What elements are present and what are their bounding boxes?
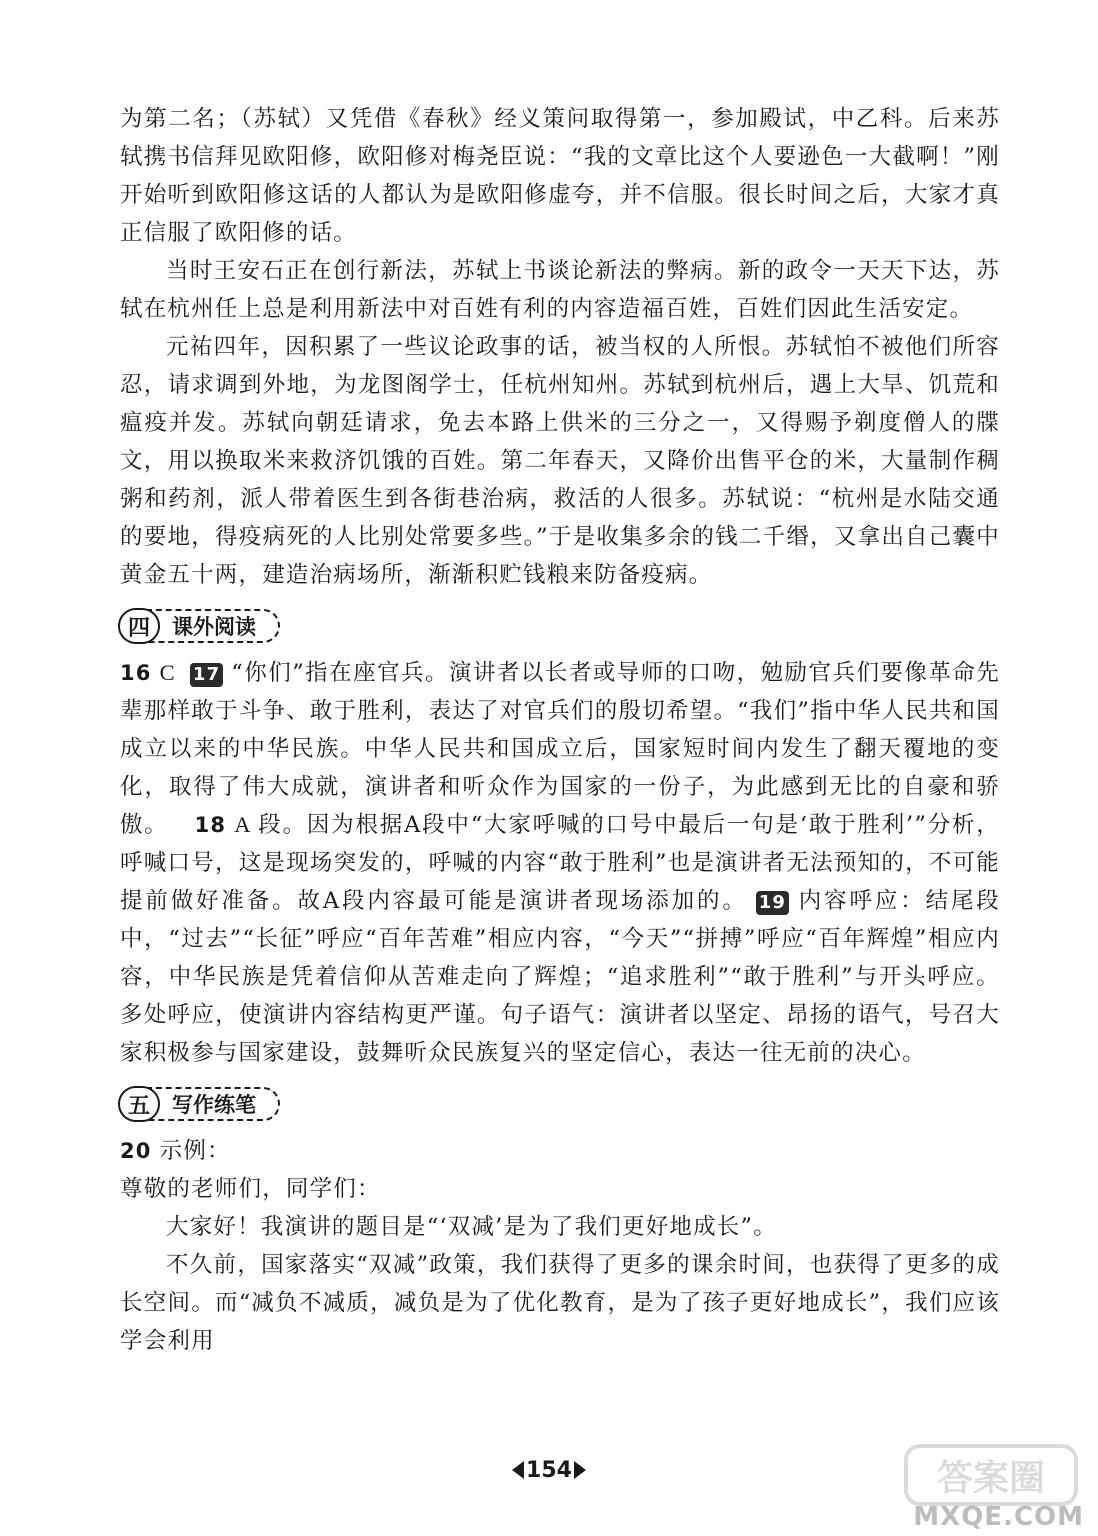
page-number-text: 154 — [526, 1458, 572, 1483]
section-4-heading — [118, 606, 1000, 646]
question-19-answer: 内容呼应：结尾段中，“过去”“长征”呼应“百年苦难”相应内容，“今天”“拼搏”呼应“百年辉煌”相应内容，中华民族是凭着信仰从苦难走向了辉煌；“追求胜利”“敢于胜利”与开头呼应。多处呼应，使演讲内容结构更严谨。句子语气：演讲者以坚定、昂扬的语气，号召大家积极参与国家建设，鼓舞听众民族复兴的坚定信心，表达一往无前的决心。 — [120, 888, 1000, 1066]
question-20-number: 20 — [120, 1139, 152, 1163]
question-19-number: 19 — [756, 891, 789, 915]
intro-paragraph-3: 元祐四年，因积累了一些议论政事的话，被当权的人所恨。苏轼怕不被他们所容忍，请求调到外地，为龙图阁学士，任杭州知州。苏轼到杭州后，遇上大旱、饥荒和瘟疫并发。苏轼向朝廷请求，免去本路上供米的三分之一，又得赐予剃度僧人的牒文，用以换取米来救济饥饿的百姓。第二年春天，又降价出售平仓的米，大量制作稠粥和药剂，派人带着医生到各街巷治病，救活的人很多。苏轼说：“杭州是水陆交通的要地，得疫病死的人比别处常要多些。”于是收集多余的钱二千缗，又拿出自己囊中黄金五十两，建造治病场所，渐渐积贮钱粮来防备疫病。 — [120, 334, 1000, 588]
question-17-answer: “你们”指在座官兵。演讲者以长者或导师的口吻，勉励官兵们要像革命先辈那样敢于斗争、敢于胜利，表达了对官兵们的殷切希望。“我们”指中华人民共和国成立以来的中华民族。中华人民共和国成立后，国家短时间内发生了翻天覆地的变化，取得了伟大成就，演讲者和听众作为国家的一份子，为此感到无比的自豪和骄傲。 — [120, 660, 1000, 838]
section-4-number: 四 — [118, 608, 160, 644]
question-18-letter: A — [234, 812, 252, 837]
watermark-site: MXQE.COM — [913, 1502, 1084, 1532]
question-20-label: 示例： — [159, 1138, 231, 1164]
question-17-number: 17 — [190, 663, 223, 687]
page-content — [120, 100, 1000, 1360]
right-triangle-icon — [574, 1461, 586, 1479]
section-5-number: 五 — [118, 1086, 160, 1122]
question-18-number: 18 — [194, 813, 227, 837]
section-5-heading — [118, 1084, 1000, 1124]
intro-paragraph-2: 当时王安石正在创行新法，苏轼上书谈论新法的弊病。新的政令一天天下达，苏轼在杭州任上总是利用新法中对百姓有利的内容造福百姓，百姓们因此生活安定。 — [120, 258, 1000, 322]
question-16-answer: C — [159, 660, 176, 685]
question-16-number: 16 — [120, 661, 152, 685]
essay-paragraph-1: 大家好！我演讲的题目是“‘双减’是为了我们更好地成长”。 — [166, 1214, 777, 1240]
question-20-header — [120, 1132, 1000, 1170]
intro-paragraph-1: 为第二名；（苏轼）又凭借《春秋》经义策问取得第一，参加殿试，中乙科。后来苏轼携书信拜见欧阳修，欧阳修对梅尧臣说：“我的文章比这个人要逊色一大截啊！”刚开始听到欧阳修这话的人都认为是欧阳修虚夸，并不信服。很长时间之后，大家才真正信服了欧阳修的话。 — [120, 106, 1000, 246]
section-4-title: 课外阅读 — [146, 609, 280, 643]
section-5-title: 写作练笔 — [146, 1087, 280, 1121]
answers-16-19 — [120, 654, 1000, 1072]
svg-text:答案圈: 答案圈 — [936, 1458, 1046, 1499]
essay-salutation: 尊敬的老师们，同学们： — [120, 1176, 381, 1202]
question-18-answer: 段。因为根据A段中“大家呼喊的口号中最后一句是‘敢于胜利’”分析，呼喊口号，这是现场突发的，呼喊的内容“敢于胜利”也是演讲者无法预知的，不可能提前做好准备。故A段内容最可能是演讲者现场添加的。 — [120, 812, 1000, 914]
essay-paragraph-2: 不久前，国家落实“双减”政策，我们获得了更多的课余时间，也获得了更多的成长空间。而“减负不减质，减负是为了优化教育，是为了孩子更好地成长”，我们应该学会利用 — [120, 1252, 1000, 1354]
left-triangle-icon — [512, 1461, 524, 1479]
